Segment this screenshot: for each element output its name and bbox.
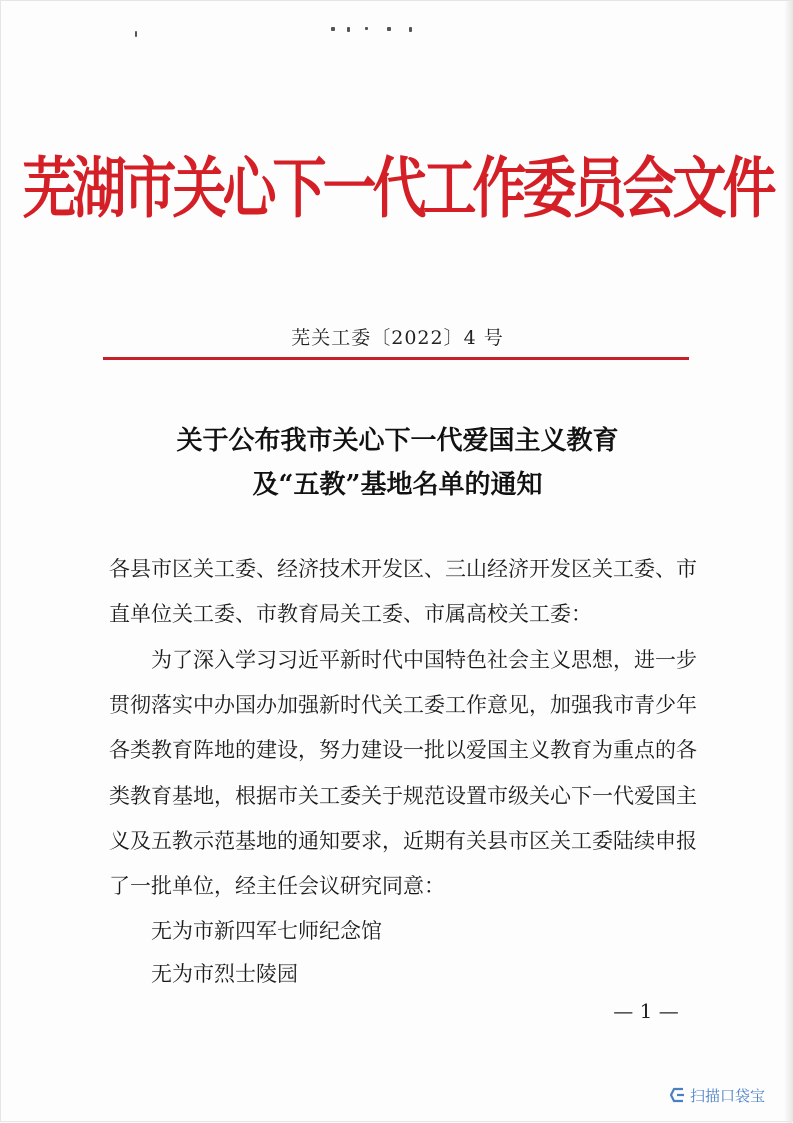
scan-pocket-logo-icon bbox=[669, 1086, 687, 1104]
masthead-title: 芜湖市关心下一代工作委员会文件 bbox=[22, 149, 773, 227]
list-item: 无为市新四军七师纪念馆 bbox=[151, 919, 382, 943]
body-line: 了一批单位，经主任会议研究同意： bbox=[109, 874, 445, 898]
notice-title-line-2: 及“五教”基地名单的通知 bbox=[252, 470, 543, 500]
body-line: 各类教育阵地的建设，努力建设一批以爱国主义教育为重点的各 bbox=[109, 738, 697, 762]
body-line: 类教育基地，根据市关工委关于规范设置市级关心下一代爱国主 bbox=[109, 784, 697, 808]
body-line: 各县市区关工委、经济技术开发区、三山经济开发区关工委、市 bbox=[109, 557, 697, 581]
body-line: 义及五教示范基地的通知要求，近期有关县市区关工委陆续申报 bbox=[109, 829, 697, 853]
notice-body bbox=[109, 1, 697, 1123]
body-line: 为了深入学习习近平新时代中国特色社会主义思想，进一步 bbox=[151, 648, 697, 672]
document-number: 芜关工委〔2022〕4 号 bbox=[291, 327, 504, 349]
list-item: 无为市烈士陵园 bbox=[151, 962, 298, 986]
watermark-text: 扫描口袋宝 bbox=[690, 1086, 766, 1105]
body-line: 贯彻落实中办国办加强新时代关工委工作意见，加强我市青少年 bbox=[109, 693, 697, 717]
body-line: 直单位关工委、市教育局关工委、市属高校关工委： bbox=[109, 602, 592, 626]
page-number: — 1 — bbox=[613, 999, 679, 1023]
scanner-watermark bbox=[669, 1083, 765, 1107]
notice-title-line-1: 关于公布我市关心下一代爱国主义教育 bbox=[176, 426, 619, 456]
